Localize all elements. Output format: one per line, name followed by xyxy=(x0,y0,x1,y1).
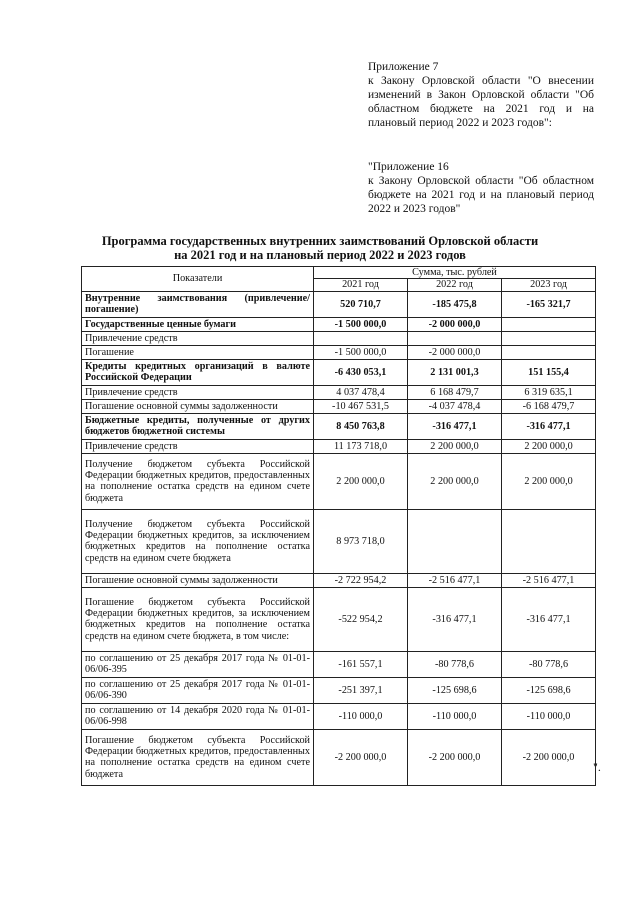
value-2022 xyxy=(408,509,502,573)
value-2023: -316 477,1 xyxy=(502,413,596,439)
row-label: Бюджетные кредиты, полученные от других бюджетов бюджетной системы xyxy=(82,413,314,439)
row-label: Погашение xyxy=(82,345,314,359)
table-row xyxy=(82,703,596,729)
value-2021: -2 722 954,2 xyxy=(314,573,408,587)
value-2022: 6 168 479,7 xyxy=(408,385,502,399)
row-label: Погашение основной суммы задолженности xyxy=(82,573,314,587)
row-label: по соглашению от 25 декабря 2017 года № 01-01-06/06-395 xyxy=(82,651,314,677)
table-row xyxy=(82,573,596,587)
value-2023: 2 200 000,0 xyxy=(502,439,596,453)
value-2021: -110 000,0 xyxy=(314,703,408,729)
header-year-2022: 2022 год xyxy=(408,279,502,291)
row-label: Кредиты кредитных организаций в валюте Российской Федерации xyxy=(82,359,314,385)
value-2022: -110 000,0 xyxy=(408,703,502,729)
table-row xyxy=(82,509,596,573)
appendix-7-text: к Закону Орловской области "О внесении изменений в Закон Орловской области "Об областном бюджете на 2021 год и на плановый период 2022 и 2023 годов": xyxy=(368,75,594,129)
row-label: Внутренние заимствования (привлечение/погашение) xyxy=(82,291,314,317)
borrowing-program-table xyxy=(81,266,596,786)
value-2022: 2 200 000,0 xyxy=(408,439,502,453)
appendix-16-header xyxy=(368,160,594,216)
value-2021: 520 710,7 xyxy=(314,291,408,317)
row-label: Привлечение средств xyxy=(82,385,314,399)
value-2022: -4 037 478,4 xyxy=(408,399,502,413)
value-2023: -316 477,1 xyxy=(502,587,596,651)
value-2021: 2 200 000,0 xyxy=(314,453,408,509)
appendix-7-header xyxy=(368,60,594,130)
value-2023 xyxy=(502,331,596,345)
value-2023 xyxy=(502,509,596,573)
document-title xyxy=(60,234,580,262)
value-2023: -2 516 477,1 xyxy=(502,573,596,587)
value-2023: -2 200 000,0 xyxy=(502,729,596,785)
value-2023: -80 778,6 xyxy=(502,651,596,677)
value-2021: -1 500 000,0 xyxy=(314,317,408,331)
table-row xyxy=(82,359,596,385)
row-label: Погашение основной суммы задолженности xyxy=(82,399,314,413)
value-2022: -2 516 477,1 xyxy=(408,573,502,587)
table-header-row-1 xyxy=(82,267,596,279)
row-label: Погашение бюджетом субъекта Российской Федерации бюджетных кредитов, за исключением бюджетных кредитов на пополнение остатка средств на едином счете бюджета, в том числе: xyxy=(82,587,314,651)
value-2021: -522 954,2 xyxy=(314,587,408,651)
value-2021: 8 450 763,8 xyxy=(314,413,408,439)
value-2021 xyxy=(314,331,408,345)
value-2022: -2 200 000,0 xyxy=(408,729,502,785)
header-sum: Сумма, тыс. рублей xyxy=(314,267,596,279)
row-label: Привлечение средств xyxy=(82,439,314,453)
value-2023 xyxy=(502,317,596,331)
value-2021: -6 430 053,1 xyxy=(314,359,408,385)
appendix-16-title: "Приложение 16 xyxy=(368,161,449,173)
value-2021: -10 467 531,5 xyxy=(314,399,408,413)
value-2022: 2 200 000,0 xyxy=(408,453,502,509)
title-line-1: Программа государственных внутренних заимствований Орловской области xyxy=(101,234,539,248)
value-2022: -125 698,6 xyxy=(408,677,502,703)
appendix-16-text: к Закону Орловской области "Об областном бюджете на 2021 год и на плановый период 2022 и 2023 годов" xyxy=(368,175,594,215)
value-2021: -251 397,1 xyxy=(314,677,408,703)
appendix-7-title: Приложение 7 xyxy=(368,61,439,73)
table-row xyxy=(82,453,596,509)
value-2023: 2 200 000,0 xyxy=(502,453,596,509)
title-line-2: на 2021 год и на плановый период 2022 и 2023 годов xyxy=(174,248,466,262)
value-2023: 6 319 635,1 xyxy=(502,385,596,399)
value-2022: -185 475,8 xyxy=(408,291,502,317)
value-2022: -2 000 000,0 xyxy=(408,317,502,331)
value-2022 xyxy=(408,331,502,345)
row-label: Государственные ценные бумаги xyxy=(82,317,314,331)
table-row xyxy=(82,651,596,677)
table-row xyxy=(82,345,596,359)
header-year-2023: 2023 год xyxy=(502,279,596,291)
table-row xyxy=(82,385,596,399)
table-row xyxy=(82,677,596,703)
value-2023: -6 168 479,7 xyxy=(502,399,596,413)
table-row xyxy=(82,331,596,345)
value-2022: -316 477,1 xyxy=(408,587,502,651)
value-2021: 8 973 718,0 xyxy=(314,509,408,573)
row-label: по соглашению от 14 декабря 2020 года № 01-01-06/06-998 xyxy=(82,703,314,729)
table-row xyxy=(82,587,596,651)
value-2021: -161 557,1 xyxy=(314,651,408,677)
row-label: Получение бюджетом субъекта Российской Федерации бюджетных кредитов, предоставленных на пополнение остатка средств на едином счете бюджета xyxy=(82,453,314,509)
table-row xyxy=(82,291,596,317)
value-2023: 151 155,4 xyxy=(502,359,596,385)
value-2021: 11 173 718,0 xyxy=(314,439,408,453)
value-2021: -1 500 000,0 xyxy=(314,345,408,359)
row-label: Погашение бюджетом субъекта Российской Федерации бюджетных кредитов, предоставленных на пополнение остатка средств на едином счете бюджета xyxy=(82,729,314,785)
value-2021: 4 037 478,4 xyxy=(314,385,408,399)
table-row xyxy=(82,439,596,453)
value-2021: -2 200 000,0 xyxy=(314,729,408,785)
closing-quote: ". xyxy=(593,760,601,774)
header-year-2021: 2021 год xyxy=(314,279,408,291)
table-row xyxy=(82,317,596,331)
value-2023: -165 321,7 xyxy=(502,291,596,317)
value-2022: -316 477,1 xyxy=(408,413,502,439)
value-2023 xyxy=(502,345,596,359)
value-2023: -110 000,0 xyxy=(502,703,596,729)
value-2022: -80 778,6 xyxy=(408,651,502,677)
value-2022: 2 131 001,3 xyxy=(408,359,502,385)
value-2023: -125 698,6 xyxy=(502,677,596,703)
row-label: Привлечение средств xyxy=(82,331,314,345)
table-row xyxy=(82,399,596,413)
header-indicators: Показатели xyxy=(82,267,314,292)
row-label: Получение бюджетом субъекта Российской Федерации бюджетных кредитов, за исключением бюджетных кредитов на пополнение остатка средств на едином счете бюджета xyxy=(82,509,314,573)
value-2022: -2 000 000,0 xyxy=(408,345,502,359)
table-row xyxy=(82,413,596,439)
table-row xyxy=(82,729,596,785)
row-label: по соглашению от 25 декабря 2017 года № 01-01-06/06-390 xyxy=(82,677,314,703)
